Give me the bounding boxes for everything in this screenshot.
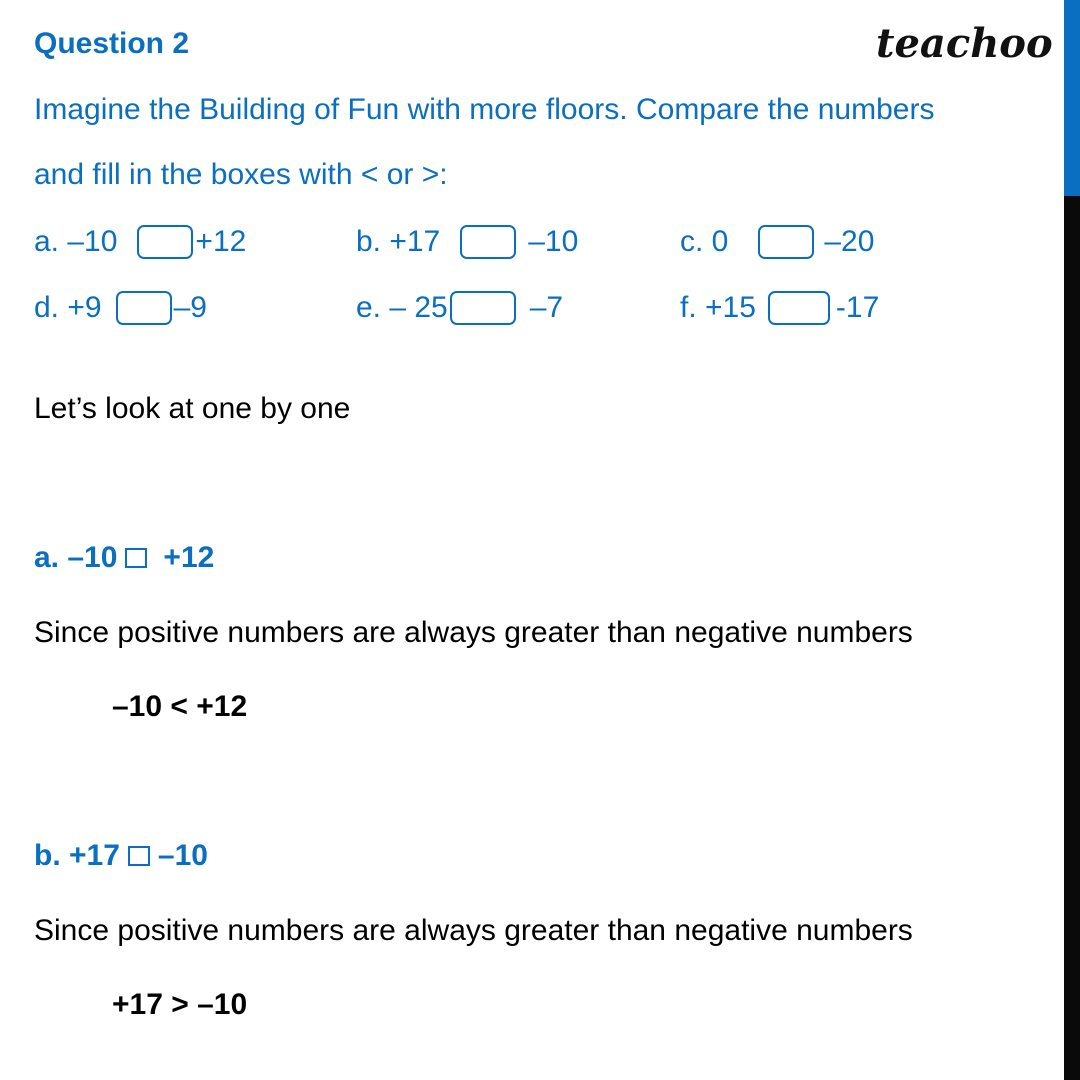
part-b-heading [34,838,208,874]
item-f-answer-box [768,291,830,325]
part-b-answer: +17 > –10 [112,988,248,1021]
question-item-e [356,290,563,326]
part-a-answer: –10 < +12 [112,690,248,723]
question-title: Question 2 [34,27,190,60]
item-b-left: b. +17 [356,225,441,258]
part-b-heading-right: –10 [157,839,208,872]
question-item-b [356,224,578,260]
part-a-explanation: Since positive numbers are always greater than negative numbers [34,616,913,649]
item-c-answer-box [758,225,814,259]
item-d-answer-box [116,291,172,325]
solution-intro: Let’s look at one by one [34,392,351,425]
teachoo-logo: teachoo [876,20,1053,67]
item-e-right: –7 [529,291,564,324]
item-f-right: -17 [835,291,880,324]
side-scrollbar[interactable] [1064,0,1080,1080]
item-e-answer-box [450,291,516,325]
item-a-left: a. –10 [34,225,118,258]
item-a-right: +12 [195,225,247,258]
item-a-answer-box [137,225,193,259]
question-item-a [34,224,246,260]
item-e-left: e. – 25 [356,291,448,324]
part-a-heading-right: +12 [163,541,215,574]
item-d-left: d. +9 [34,291,102,324]
question-item-f [680,290,879,326]
part-b-heading-box [128,846,150,866]
question-line-2: and fill in the boxes with < or >: [34,158,448,191]
part-b-explanation: Since positive numbers are always greater than negative numbers [34,914,913,947]
question-item-c [680,224,874,260]
item-c-left: c. 0 [680,225,729,258]
item-b-answer-box [460,225,516,259]
part-b-heading-left: b. +17 [34,839,120,872]
item-b-right: –10 [528,225,579,258]
question-item-d [34,290,207,326]
part-a-heading-left: a. –10 [34,541,118,574]
question-line-1: Imagine the Building of Fun with more floors. Compare the numbers [34,93,935,126]
item-c-right: –20 [824,225,875,258]
item-d-right: –9 [173,291,207,324]
part-a-heading-box [125,548,147,568]
item-f-left: f. +15 [680,291,756,324]
part-a-heading [34,540,214,576]
side-scrollbar-thumb[interactable] [1064,0,1080,196]
